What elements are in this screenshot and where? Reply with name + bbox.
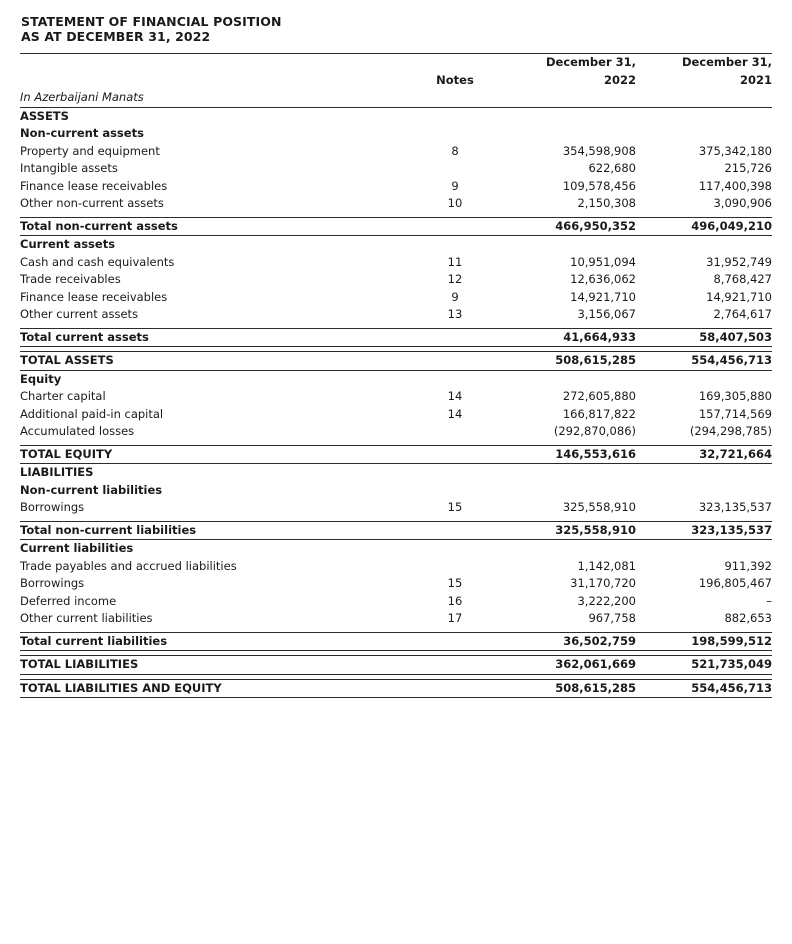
section-heading-label: ASSETS	[20, 108, 69, 123]
header-current-line1: December 31,	[545, 55, 636, 69]
total-label: Total current liabilities	[20, 632, 410, 651]
table-row	[20, 178, 772, 196]
row-value-current: (292,870,086)	[553, 424, 636, 438]
page-title-line2: AS AT DECEMBER 31, 2022	[21, 29, 211, 44]
subsection-heading-current	[500, 540, 636, 558]
row-note-ref: 12	[447, 272, 463, 286]
row-label: Additional paid-in capital	[20, 406, 164, 421]
row-label: Deferred income	[20, 593, 117, 608]
total-value-previous: 554,456,713	[636, 352, 772, 371]
header-current-period	[500, 54, 636, 90]
row-note-ref: 10	[447, 196, 463, 210]
row-value-current: 622,680	[588, 161, 636, 175]
subsection-heading-label: Current assets	[20, 237, 116, 251]
total-row	[20, 352, 772, 371]
financial-position-table	[20, 53, 772, 698]
table-row	[20, 406, 772, 424]
total-value-previous: 32,721,664	[636, 445, 772, 464]
row-value-previous: 2,764,617	[713, 307, 772, 321]
total-value-current: 466,950,352	[500, 217, 636, 236]
row-note-ref: 11	[447, 254, 463, 269]
row-label: Borrowings	[20, 576, 85, 590]
table-row	[20, 575, 772, 593]
table-row	[20, 558, 772, 576]
row-label: Accumulated losses	[20, 424, 135, 438]
row-note-ref: 8	[451, 143, 459, 158]
subsection-heading-row	[20, 236, 772, 254]
row-value-previous: 14,921,710	[706, 289, 772, 304]
section-heading-row	[20, 107, 772, 125]
row-note-ref: 13	[447, 307, 463, 321]
table-row	[20, 195, 772, 213]
row-value-previous: 375,342,180	[698, 143, 772, 158]
row-value-current: 14,921,710	[570, 289, 636, 304]
row-value-previous: 117,400,398	[698, 178, 772, 193]
subsection-heading-label: Non-current liabilities	[20, 482, 163, 497]
subsection-heading-notes	[410, 125, 500, 143]
subsection-heading-previous	[636, 125, 772, 143]
row-label: Cash and cash equivalents	[20, 254, 175, 269]
subsection-heading-current	[500, 236, 636, 254]
row-label: Trade receivables	[20, 272, 121, 286]
total-value-previous: 496,049,210	[636, 217, 772, 236]
total-value-previous: 58,407,503	[636, 328, 772, 347]
total-row	[20, 656, 772, 675]
total-label: TOTAL ASSETS	[20, 352, 410, 371]
row-value-current: 967,758	[588, 611, 636, 625]
subsection-heading-notes	[410, 236, 500, 254]
row-value-current: 166,817,822	[562, 406, 636, 421]
row-label: Intangible assets	[20, 161, 118, 175]
table-row	[20, 499, 772, 517]
row-note-ref: 9	[451, 289, 459, 304]
section-heading-row	[20, 464, 772, 482]
subsection-heading-current	[500, 125, 636, 143]
section-heading-row	[20, 370, 772, 388]
row-note-ref: 15	[447, 500, 463, 514]
section-heading-notes	[410, 370, 500, 388]
table-units-row	[20, 89, 772, 107]
page-title	[21, 14, 772, 44]
row-value-previous: 3,090,906	[713, 196, 772, 210]
row-value-previous: 31,952,749	[706, 254, 772, 269]
total-row	[20, 217, 772, 236]
row-value-current: 109,578,456	[562, 178, 636, 193]
total-note-ref	[410, 445, 500, 464]
row-value-previous: 196,805,467	[698, 576, 772, 590]
row-value-previous: 157,714,569	[698, 406, 772, 421]
row-value-previous: (294,298,785)	[689, 424, 772, 438]
total-note-ref	[410, 679, 500, 698]
subsection-heading-notes	[410, 482, 500, 500]
section-heading-notes	[410, 107, 500, 125]
header-previous-period	[636, 54, 772, 90]
section-heading-label: LIABILITIES	[20, 465, 94, 479]
row-label: Other non-current assets	[20, 196, 164, 210]
table-row	[20, 388, 772, 406]
section-heading-previous	[636, 370, 772, 388]
table-body	[20, 54, 772, 698]
total-label: TOTAL LIABILITIES AND EQUITY	[20, 679, 410, 698]
row-value-current: 2,150,308	[577, 196, 636, 210]
total-note-ref	[410, 656, 500, 675]
table-row	[20, 306, 772, 324]
total-note-ref	[410, 521, 500, 540]
table-row	[20, 423, 772, 441]
row-label: Finance lease receivables	[20, 289, 168, 304]
total-row	[20, 632, 772, 651]
table-row	[20, 160, 772, 178]
total-row	[20, 328, 772, 347]
total-note-ref	[410, 632, 500, 651]
total-row	[20, 445, 772, 464]
section-heading-current	[500, 107, 636, 125]
row-note-ref: 9	[451, 178, 459, 193]
subsection-heading-row	[20, 540, 772, 558]
table-row	[20, 143, 772, 161]
subsection-heading-previous	[636, 236, 772, 254]
row-value-current: 10,951,094	[570, 254, 636, 269]
row-label: Charter capital	[20, 389, 106, 403]
units-label: In Azerbaijani Manats	[20, 89, 410, 107]
total-label: Total non-current assets	[20, 217, 410, 236]
row-value-current: 272,605,880	[562, 389, 636, 403]
total-value-previous: 521,735,049	[636, 656, 772, 675]
row-value-current: 354,598,908	[562, 143, 636, 158]
subsection-heading-current	[500, 482, 636, 500]
row-value-current: 1,142,081	[577, 558, 636, 573]
row-note-ref	[410, 423, 500, 441]
table-row	[20, 289, 772, 307]
row-label: Trade payables and accrued liabilities	[20, 558, 237, 573]
row-value-previous: –	[766, 593, 772, 608]
row-value-previous: 911,392	[724, 558, 772, 573]
row-label: Other current assets	[20, 307, 139, 321]
header-current-line2: 2022	[603, 72, 636, 87]
row-value-current: 12,636,062	[570, 272, 636, 286]
total-value-previous: 554,456,713	[636, 679, 772, 698]
row-value-previous: 215,726	[724, 161, 772, 175]
header-previous-line2: 2021	[739, 72, 772, 87]
total-row	[20, 521, 772, 540]
total-label: Total non-current liabilities	[20, 521, 410, 540]
row-value-current: 325,558,910	[562, 500, 636, 514]
table-row	[20, 593, 772, 611]
section-heading-current	[500, 464, 636, 482]
row-label: Borrowings	[20, 500, 85, 514]
total-note-ref	[410, 352, 500, 371]
subsection-heading-row	[20, 482, 772, 500]
row-note-ref: 14	[447, 389, 463, 403]
total-label: TOTAL LIABILITIES	[20, 656, 410, 675]
section-heading-notes	[410, 464, 500, 482]
total-note-ref	[410, 217, 500, 236]
subsection-heading-label: Non-current assets	[20, 126, 144, 140]
row-value-previous: 8,768,427	[713, 272, 772, 286]
total-value-current: 362,061,669	[500, 656, 636, 675]
row-note-ref	[410, 558, 500, 576]
table-row	[20, 610, 772, 628]
section-heading-previous	[636, 464, 772, 482]
subsection-heading-previous	[636, 540, 772, 558]
row-value-previous: 323,135,537	[698, 500, 772, 514]
row-note-ref	[410, 160, 500, 178]
section-heading-previous	[636, 107, 772, 125]
total-label: TOTAL EQUITY	[20, 445, 410, 464]
row-note-ref: 16	[447, 593, 463, 608]
row-value-current: 3,156,067	[577, 307, 636, 321]
total-note-ref	[410, 328, 500, 347]
subsection-heading-row	[20, 125, 772, 143]
total-row	[20, 679, 772, 698]
row-value-previous: 169,305,880	[698, 389, 772, 403]
header-notes: Notes	[410, 54, 500, 90]
row-value-current: 31,170,720	[570, 576, 636, 590]
row-label: Finance lease receivables	[20, 178, 168, 193]
row-note-ref: 15	[447, 576, 463, 590]
header-previous-line1: December 31,	[681, 55, 772, 69]
section-heading-current	[500, 370, 636, 388]
row-note-ref: 17	[447, 611, 463, 625]
total-value-current: 36,502,759	[500, 632, 636, 651]
row-label: Property and equipment	[20, 143, 160, 158]
subsection-heading-notes	[410, 540, 500, 558]
row-value-previous: 882,653	[724, 611, 772, 625]
total-value-previous: 323,135,537	[636, 521, 772, 540]
row-value-current: 3,222,200	[577, 593, 636, 608]
subsection-heading-label: Current liabilities	[20, 541, 134, 555]
subsection-heading-previous	[636, 482, 772, 500]
row-label: Other current liabilities	[20, 611, 153, 625]
total-value-current: 325,558,910	[500, 521, 636, 540]
total-value-previous: 198,599,512	[636, 632, 772, 651]
total-value-current: 508,615,285	[500, 352, 636, 371]
table-row	[20, 271, 772, 289]
total-value-current: 508,615,285	[500, 679, 636, 698]
total-label: Total current assets	[20, 328, 410, 347]
header-label-cell	[20, 54, 410, 90]
total-value-current: 41,664,933	[500, 328, 636, 347]
total-value-current: 146,553,616	[500, 445, 636, 464]
table-row	[20, 254, 772, 272]
table-header-row	[20, 54, 772, 90]
section-heading-label: Equity	[20, 371, 62, 386]
row-note-ref: 14	[447, 406, 463, 421]
page-title-line1: STATEMENT OF FINANCIAL POSITION	[21, 14, 282, 29]
